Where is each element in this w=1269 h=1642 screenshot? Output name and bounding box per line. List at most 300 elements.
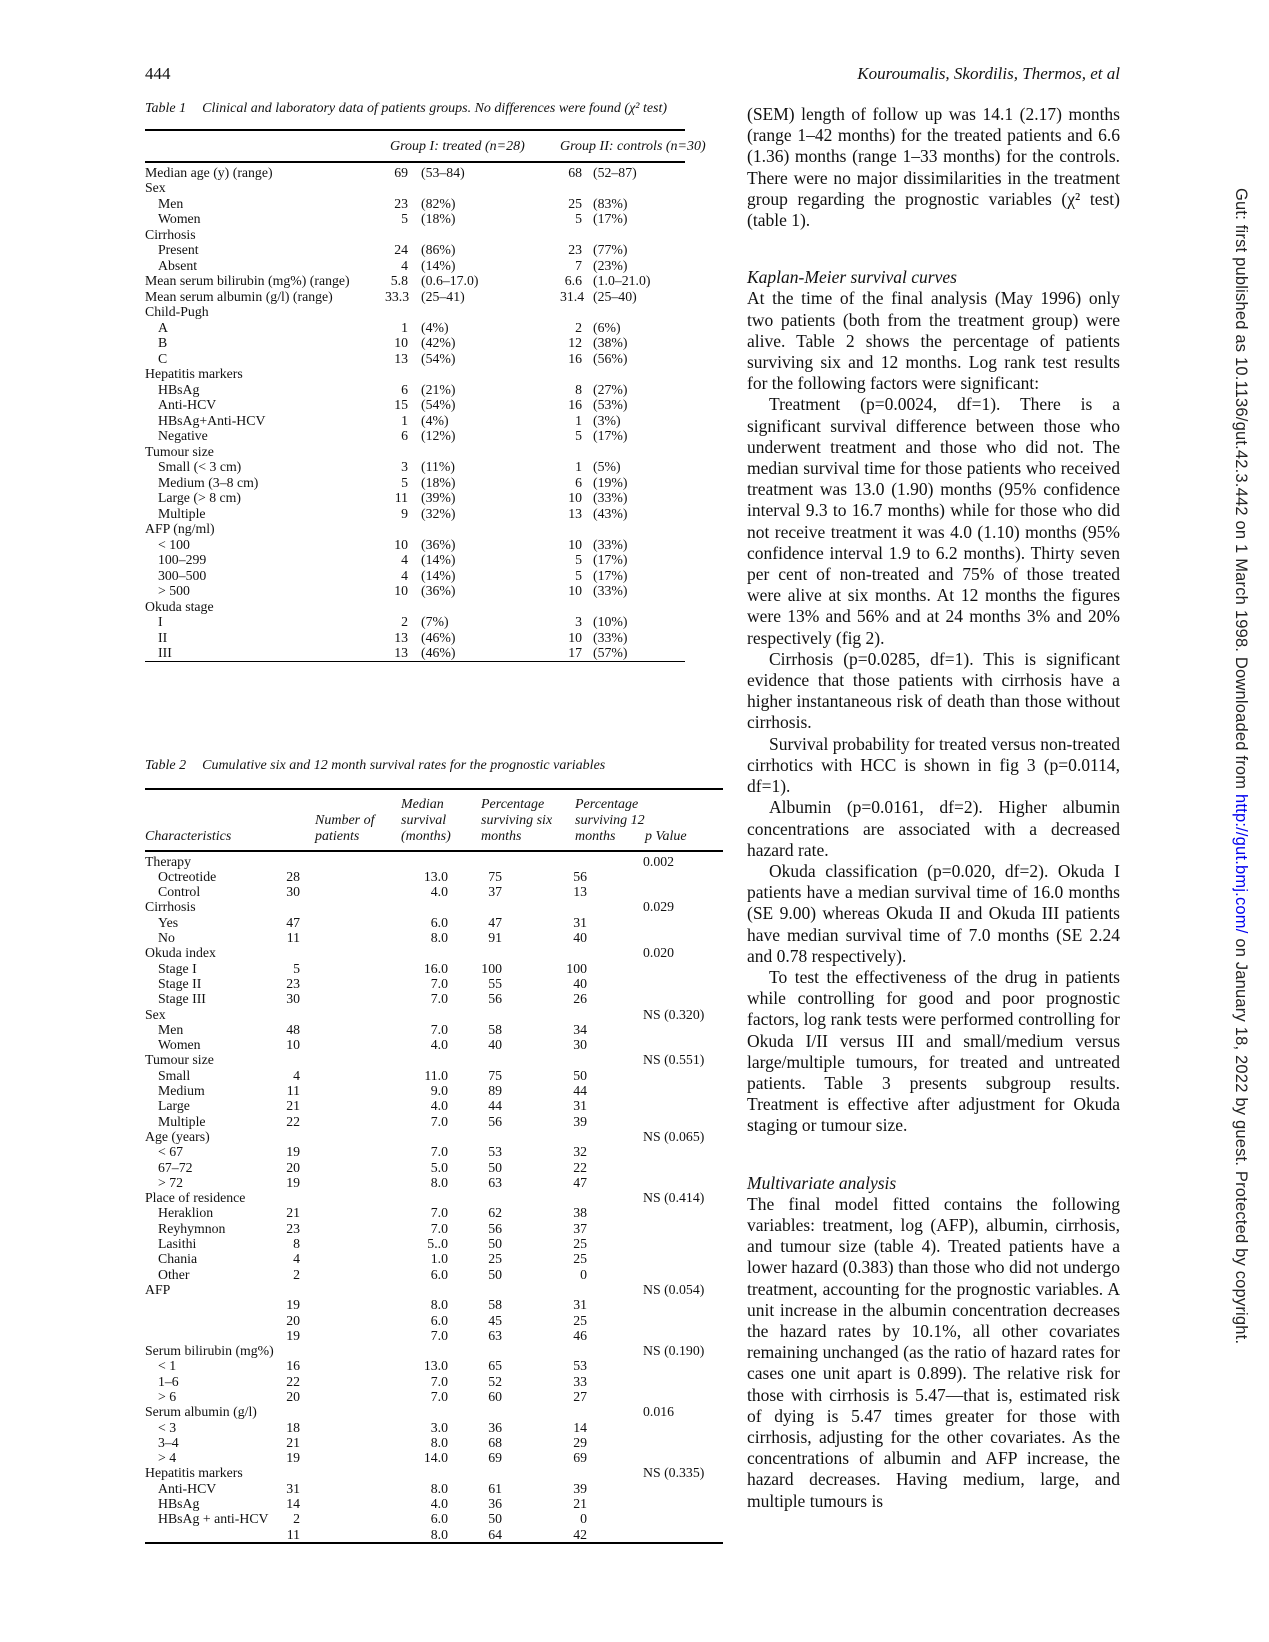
median-survival: 5.0: [430, 1159, 448, 1175]
row-label: Therapy: [145, 853, 191, 869]
row-label: Serum albumin (g/l): [145, 1404, 257, 1420]
p-value: [587, 1481, 723, 1496]
surviving-six-months: 36: [488, 1419, 502, 1435]
median-survival: 7.0: [430, 1144, 448, 1160]
surviving-12-months: [502, 1465, 587, 1480]
table-row: [145, 1221, 723, 1236]
group2-percent: (17%): [593, 552, 628, 568]
article-paragraph: The final model fitted contains the following variables: treatment, log (AFP), albumin, cirrhosis, and tumour size (table 4). Treated patients have a lower hazard (0.383) than those who did not undergo treatment, accounting for the prognostic variables. A unit increase in the albumin concentration decreases the hazard rates by 10.1%, all other covariates remaining unchanged (as the ratio of hazard rates for cases one unit apart is 0.899). The relative risk for those with cirrhosis is 5.47—that is, estimated risk of dying is 5.47 times greater for those with cirrhosis, adjusting for the other covariates. As the concentrations of albumin and AFP increase, the hazard decreases. Having medium, large, and multiple tumours is: [747, 1193, 1120, 1511]
surviving-12-months: 69: [573, 1450, 587, 1466]
p-value: [587, 869, 723, 884]
group2-count: 23: [568, 242, 582, 258]
surviving-six-months: 61: [488, 1480, 502, 1496]
group1-count: [385, 227, 408, 243]
number-of-patients: 11: [286, 1526, 300, 1542]
p-value: [587, 1022, 723, 1037]
p-value: [587, 1098, 723, 1113]
surviving-12-months: [502, 1007, 587, 1022]
row-label: Men: [158, 1021, 184, 1037]
row-label: < 67: [158, 1144, 184, 1160]
median-survival: 13.0: [423, 1358, 448, 1374]
row-label: Large: [158, 1098, 190, 1114]
surviving-12-months: 31: [573, 914, 587, 930]
row-label: Hepatitis markers: [145, 1465, 243, 1481]
table-row: [145, 428, 685, 444]
median-survival: 7.0: [430, 991, 448, 1007]
group1-count: [385, 366, 408, 382]
article-paragraph: Kaplan-Meier survival curves: [747, 267, 957, 288]
row-label: C: [158, 350, 168, 366]
surviving-six-months: [448, 1007, 502, 1022]
row-label: > 72: [158, 1174, 184, 1190]
row-label: Stage I: [158, 960, 197, 976]
p-value: [587, 1083, 723, 1098]
surviving-six-months: [448, 1052, 502, 1067]
surviving-12-months: 50: [573, 1067, 587, 1083]
group1-count: [385, 521, 408, 537]
table-row: [145, 583, 685, 599]
median-survival: 8.0: [430, 1174, 448, 1190]
number-of-patients: [257, 1007, 300, 1022]
group1-percent: (14%): [421, 567, 456, 583]
surviving-six-months: 58: [488, 1297, 502, 1313]
surviving-12-months: [502, 1343, 587, 1358]
p-value: NS (0.320): [643, 1006, 705, 1022]
surviving-12-months: 40: [573, 975, 587, 991]
group1-count: [385, 304, 408, 320]
table-row: [145, 1114, 723, 1129]
p-value: [587, 1313, 723, 1328]
citation-post-text: on January 18, 2022 by guest. Protected by copyright.: [1232, 933, 1250, 1345]
row-label: Octreotide: [158, 868, 217, 884]
row-label: AFP (ng/ml): [145, 521, 215, 537]
surviving-six-months: 63: [488, 1327, 502, 1343]
row-label: Control: [158, 884, 201, 900]
group1-percent: (36%): [421, 583, 456, 599]
group2-percent: (56%): [593, 350, 628, 366]
number-of-patients: 30: [286, 991, 300, 1007]
p-value: [587, 1496, 723, 1511]
surviving-12-months: 39: [573, 1480, 587, 1496]
row-label: Cirrhosis: [145, 899, 196, 915]
group2-percent: (83%): [593, 195, 628, 211]
number-of-patients: 14: [286, 1496, 300, 1512]
group1-count: 6: [401, 381, 408, 397]
table-row: [145, 961, 723, 976]
table2-bottom-rule: [145, 1542, 723, 1544]
table-row: [145, 1389, 723, 1404]
p-value: NS (0.190): [643, 1343, 705, 1359]
group2-percent: (25–40): [593, 288, 637, 304]
group2-count: 10: [568, 583, 582, 599]
group1-count: 4: [401, 567, 408, 583]
table-row: [145, 180, 685, 196]
number-of-patients: 20: [286, 1388, 300, 1404]
row-label: Hepatitis markers: [145, 366, 243, 382]
surviving-12-months: 21: [573, 1496, 587, 1512]
number-of-patients: [257, 1129, 300, 1144]
row-label: HBsAg + anti-HCV: [158, 1511, 269, 1527]
group1-percent: [408, 304, 560, 320]
row-label: Small: [158, 1067, 191, 1083]
surviving-six-months: 25: [488, 1251, 502, 1267]
group2-count: 10: [568, 490, 582, 506]
group1-percent: (46%): [421, 645, 456, 661]
p-value: [587, 1297, 723, 1312]
table-row: [145, 1037, 723, 1052]
article-paragraph: Multivariate analysis: [747, 1172, 897, 1193]
number-of-patients: 22: [286, 1113, 300, 1129]
group2-count: 5: [575, 552, 582, 568]
number-of-patients: 23: [286, 975, 300, 991]
number-of-patients: [257, 899, 300, 914]
group1-count: 5: [401, 211, 408, 227]
running-authors: Kouroumalis, Skordilis, Thermos, et al: [857, 64, 1120, 83]
row-label: < 100: [158, 536, 190, 552]
number-of-patients: 2: [293, 1266, 300, 1282]
group1-percent: (42%): [421, 335, 456, 351]
group2-percent: (33%): [593, 629, 628, 645]
p-value: [587, 1205, 723, 1220]
row-label: Anti-HCV: [158, 1480, 217, 1496]
table-row: [145, 1007, 723, 1022]
group2-count: [560, 366, 582, 382]
surviving-six-months: 56: [488, 1220, 502, 1236]
table-row: [145, 976, 723, 991]
table2-caption-text: Cumulative six and 12 month survival rates for the prognostic variables: [202, 758, 606, 773]
row-label: Tumour size: [145, 1052, 214, 1068]
row-label: Tumour size: [145, 443, 214, 459]
number-of-patients: 19: [286, 1450, 300, 1466]
p-value: [587, 884, 723, 899]
surviving-six-months: 45: [488, 1312, 502, 1328]
group2-count: [560, 180, 582, 196]
surviving-12-months: [502, 1190, 587, 1205]
surviving-12-months: [502, 945, 587, 960]
group2-count: [560, 521, 582, 537]
group2-count: 17: [568, 645, 582, 661]
median-survival: [300, 1190, 448, 1205]
group2-count: 8: [575, 381, 582, 397]
surviving-12-months: 31: [573, 1297, 587, 1313]
surviving-12-months: 0: [580, 1266, 587, 1282]
row-label: Women: [158, 1037, 201, 1053]
surviving-12-months: 27: [573, 1388, 587, 1404]
surviving-six-months: 44: [488, 1098, 502, 1114]
p-value: NS (0.551): [643, 1052, 705, 1068]
row-label: > 6: [158, 1388, 177, 1404]
p-value: [587, 1236, 723, 1251]
row-label: B: [158, 335, 168, 351]
table-row: [145, 1481, 723, 1496]
group2-count: 3: [575, 614, 582, 630]
row-label: HBsAg+Anti-HCV: [158, 412, 266, 428]
surviving-six-months: 91: [488, 930, 502, 946]
median-survival: 1.0: [430, 1251, 448, 1267]
row-label: Chania: [158, 1251, 198, 1267]
median-survival: 7.0: [430, 1113, 448, 1129]
median-survival: 4.0: [430, 1496, 448, 1512]
surviving-12-months: 47: [573, 1174, 587, 1190]
table-row: [145, 459, 685, 475]
table-row: [145, 630, 685, 646]
median-survival: 7.0: [430, 1373, 448, 1389]
number-of-patients: 23: [286, 1220, 300, 1236]
surviving-12-months: [502, 1129, 587, 1144]
number-of-patients: [257, 854, 300, 869]
group1-count: 6: [401, 428, 408, 444]
row-label: 67–72: [158, 1159, 193, 1175]
number-of-patients: 11: [286, 930, 300, 946]
group1-percent: (7%): [421, 614, 449, 630]
group1-percent: (32%): [421, 505, 456, 521]
header-median-survival: Median survival (months): [401, 796, 451, 844]
surviving-six-months: [448, 945, 502, 960]
table2-column-headers: [145, 790, 723, 850]
group1-percent: (54%): [421, 397, 456, 413]
surviving-12-months: 56: [573, 868, 587, 884]
number-of-patients: 30: [286, 884, 300, 900]
group2-percent: (33%): [593, 583, 628, 599]
number-of-patients: 19: [286, 1327, 300, 1343]
row-label: Small (< 3 cm): [158, 459, 242, 475]
row-label: Child-Pugh: [145, 304, 209, 320]
median-survival: [300, 1404, 448, 1419]
table2-label: Table 2: [145, 758, 187, 773]
row-label: Multiple: [158, 505, 206, 521]
table-row: [145, 869, 723, 884]
group2-count: [560, 227, 582, 243]
group1-percent: [408, 521, 560, 537]
group2-percent: (3%): [593, 412, 621, 428]
number-of-patients: 4: [293, 1067, 300, 1083]
header-surviving-12-months: Percentage surviving 12 months: [575, 796, 645, 844]
surviving-six-months: 56: [488, 1113, 502, 1129]
p-value: [587, 1221, 723, 1236]
group1-count: 13: [394, 350, 408, 366]
row-label: Sex: [145, 1006, 166, 1022]
surviving-12-months: 100: [566, 960, 587, 976]
table-row: [145, 304, 685, 320]
number-of-patients: 21: [286, 1434, 300, 1450]
median-survival: [300, 1343, 448, 1358]
median-survival: 11.0: [424, 1067, 448, 1083]
number-of-patients: 16: [286, 1358, 300, 1374]
median-survival: 13.0: [423, 868, 448, 884]
number-of-patients: [257, 945, 300, 960]
median-survival: [300, 945, 448, 960]
group2-percent: (27%): [593, 381, 628, 397]
article-paragraph: Survival probability for treated versus non-treated cirrhotics with HCC is shown in fig 3 (p=0.0114, df=1).: [747, 733, 1120, 797]
group2-count: [560, 599, 582, 615]
group2-percent: (10%): [593, 614, 628, 630]
row-label: [145, 1328, 257, 1343]
group2-percent: [582, 180, 685, 196]
table-row: [145, 1052, 723, 1067]
median-survival: 16.0: [423, 960, 448, 976]
group2-count: 6: [575, 474, 582, 490]
surviving-12-months: 25: [573, 1236, 587, 1252]
group1-percent: (82%): [421, 195, 456, 211]
group1-count: 9: [401, 505, 408, 521]
surviving-12-months: 0: [580, 1511, 587, 1527]
row-label: Lasithi: [158, 1236, 197, 1252]
surviving-six-months: [448, 1129, 502, 1144]
group1-count: 24: [394, 242, 408, 258]
p-value: [587, 1037, 723, 1052]
surviving-six-months: 50: [488, 1266, 502, 1282]
p-value: [587, 1114, 723, 1129]
group1-percent: (14%): [421, 552, 456, 568]
group1-count: 1: [401, 319, 408, 335]
table1-group1-header: Group I: treated (n=28): [390, 138, 525, 154]
group1-percent: (21%): [421, 381, 456, 397]
row-label: AFP: [145, 1281, 171, 1297]
group1-count: 10: [394, 335, 408, 351]
p-value: [587, 1435, 723, 1450]
number-of-patients: 21: [286, 1098, 300, 1114]
surviving-12-months: 31: [573, 1098, 587, 1114]
table-row: [145, 1251, 723, 1266]
table-row: [145, 991, 723, 1006]
group2-percent: [582, 227, 685, 243]
surviving-12-months: 14: [573, 1419, 587, 1435]
row-label: Mean serum albumin (g/l) (range): [145, 288, 333, 304]
group1-percent: (25–41): [421, 288, 465, 304]
p-value: [587, 1358, 723, 1373]
group2-count: 5: [575, 211, 582, 227]
surviving-12-months: 25: [573, 1312, 587, 1328]
table-row: [145, 1098, 723, 1113]
surviving-six-months: [448, 1404, 502, 1419]
table-row: [145, 1358, 723, 1373]
p-value: 0.002: [643, 853, 675, 869]
number-of-patients: 22: [286, 1373, 300, 1389]
table-row: [145, 552, 685, 568]
table-row: [145, 320, 685, 336]
surviving-six-months: 50: [488, 1236, 502, 1252]
surviving-six-months: [448, 1465, 502, 1480]
table-row: [145, 945, 723, 960]
article-paragraph: (SEM) length of follow up was 14.1 (2.17) months (range 1–42 months) for the treated patients and 6.6 (1.36) months (range 1–33 months) for the controls. There were no major dissimilarities in the treatment group regarding the prognostic variables (χ² test) (table 1).: [747, 104, 1120, 231]
table-row: [145, 335, 685, 351]
row-label: Absent: [158, 257, 198, 273]
surviving-six-months: 58: [488, 1021, 502, 1037]
table-row: [145, 1527, 723, 1542]
table-row: [145, 854, 723, 869]
group1-percent: (4%): [421, 412, 449, 428]
group1-percent: (46%): [421, 629, 456, 645]
median-survival: 9.0: [430, 1083, 448, 1099]
header-p-value: p Value: [645, 828, 687, 844]
row-label: Stage II: [158, 975, 202, 991]
table-row: [145, 366, 685, 382]
table-row: [145, 1144, 723, 1159]
table-row: [145, 568, 685, 584]
table-row: [145, 1328, 723, 1343]
table-row: [145, 1190, 723, 1205]
group2-percent: (1.0–21.0): [593, 273, 651, 289]
group2-percent: (53%): [593, 397, 628, 413]
row-label: Heraklion: [158, 1205, 214, 1221]
group2-percent: (38%): [593, 335, 628, 351]
number-of-patients: 8: [293, 1236, 300, 1252]
table-row: [145, 227, 685, 243]
surviving-six-months: 75: [488, 1067, 502, 1083]
table-row: [145, 506, 685, 522]
p-value: [587, 976, 723, 991]
p-value: [587, 1527, 723, 1542]
median-survival: 3.0: [430, 1419, 448, 1435]
table2-rows: [145, 852, 723, 1542]
number-of-patients: 19: [286, 1297, 300, 1313]
table-row: [145, 1435, 723, 1450]
table-row: [145, 289, 685, 305]
table-row: [145, 645, 685, 661]
median-survival: 7.0: [430, 975, 448, 991]
surviving-12-months: [502, 899, 587, 914]
table-row: [145, 351, 685, 367]
table1-column-headers: [145, 131, 706, 161]
surviving-six-months: 53: [488, 1144, 502, 1160]
group1-count: 1: [401, 412, 408, 428]
row-label: < 3: [158, 1419, 177, 1435]
surviving-six-months: 50: [488, 1511, 502, 1527]
number-of-patients: 47: [286, 914, 300, 930]
row-label: Present: [158, 242, 199, 258]
median-survival: 7.0: [430, 1388, 448, 1404]
number-of-patients: 20: [286, 1312, 300, 1328]
group2-count: 7: [575, 257, 582, 273]
row-label: Serum bilirubin (mg%): [145, 1343, 274, 1359]
table1-label: Table 1: [145, 101, 187, 116]
median-survival: [300, 1129, 448, 1144]
row-label: III: [158, 645, 172, 661]
sidebar-link[interactable]: http://gut.bmj.com/: [1232, 794, 1250, 934]
surviving-12-months: [502, 1052, 587, 1067]
median-survival: 4.0: [430, 1098, 448, 1114]
p-value: [587, 991, 723, 1006]
header-number-of-patients: Number of patients: [315, 812, 375, 844]
surviving-12-months: 25: [573, 1251, 587, 1267]
group2-percent: (19%): [593, 474, 628, 490]
surviving-six-months: 65: [488, 1358, 502, 1374]
article-paragraph: At the time of the final analysis (May 1996) only two patients (both from the treatment group) were alive. Table 2 shows the percentage of patients surviving six and 12 months. Log rank test results for the following factors were significant:: [747, 288, 1120, 394]
surviving-six-months: [448, 854, 502, 869]
table-row: [145, 413, 685, 429]
group2-count: 5: [575, 567, 582, 583]
table-row: [145, 1374, 723, 1389]
row-label: Stage III: [158, 991, 206, 1007]
p-value: [587, 1251, 723, 1266]
table-row: [145, 537, 685, 553]
median-survival: 7.0: [430, 1205, 448, 1221]
group2-count: 1: [575, 459, 582, 475]
table-row: [145, 1343, 723, 1358]
number-of-patients: [257, 1343, 300, 1358]
group2-count: 6.6: [564, 273, 582, 289]
median-survival: 6.0: [430, 1312, 448, 1328]
p-value: [587, 1144, 723, 1159]
number-of-patients: 20: [286, 1159, 300, 1175]
group2-percent: [582, 599, 685, 615]
group2-percent: (5%): [593, 459, 621, 475]
table-row: [145, 1160, 723, 1175]
group1-percent: (86%): [421, 242, 456, 258]
surviving-12-months: 29: [573, 1434, 587, 1450]
article-column: [747, 104, 1120, 1512]
group1-percent: (36%): [421, 536, 456, 552]
